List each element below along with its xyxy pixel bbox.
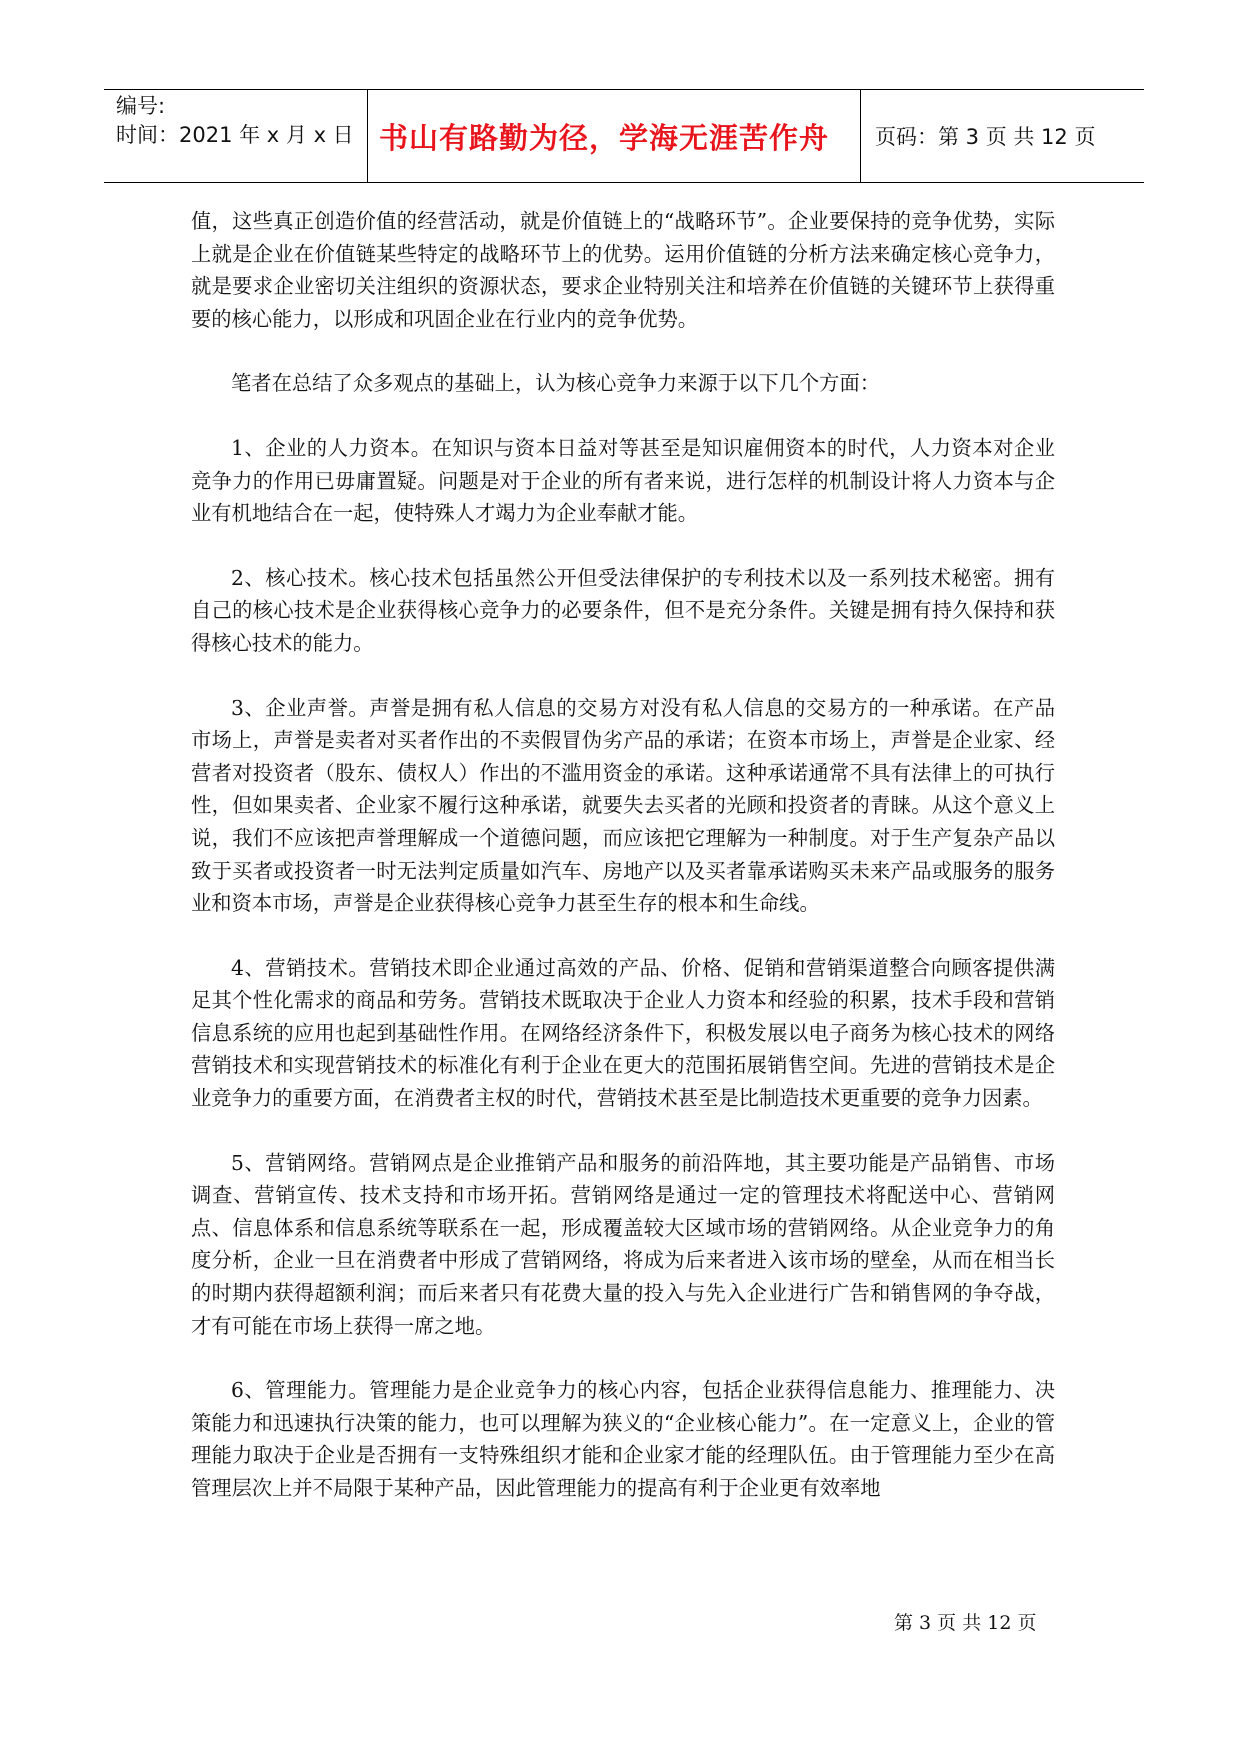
document-time-label: 时间：2021 年 x 月 x 日 [116,123,354,147]
document-number-label: 编号: [116,94,166,118]
header-motto-cell [368,90,861,182]
header-meta [104,90,368,182]
page-footer-number: 第 3 页 共 12 页 [894,1612,1037,1634]
header-page-cell [861,90,1144,182]
paragraph-human-capital: 1、企业的人力资本。在知识与资本日益对等甚至是知识雇佣资本的时代，人力资本对企业竞争力的作用已毋庸置疑。问题是对于企业的所有者来说，进行怎样的机制设计将人力资本与企业有机地结合在一起，使特殊人才竭力为企业奉献才能。 [191,435,1055,526]
document-body [191,205,1055,1505]
header-page-number: 页码：第 3 页 共 12 页 [875,125,1096,149]
paragraph-core-technology: 2、核心技术。核心技术包括虽然公开但受法律保护的专利技术以及一系列技术秘密。拥有自己的核心技术是企业获得核心竞争力的必要条件，但不是充分条件。关键是拥有持久保持和获得核心技术的能力。 [191,565,1055,655]
header-motto: 书山有路勤为径，学海无涯苦作舟 [378,120,829,155]
paragraph-marketing-network: 5、营销网络。营销网点是企业推销产品和服务的前沿阵地，其主要功能是产品销售、市场调查、营销宣传、技术支持和市场开拓。营销网络是通过一定的管理技术将配送中心、营销网点、信息体系和信息系统等联系在一起，形成覆盖较大区域市场的营销网络。从企业竞争力的角度分析，企业一旦在消费者中形成了营销网络，将成为后来者进入该市场的壁垒，从而在相当长的时期内获得超额利润；而后来者只有花费大量的投入与先入企业进行广告和销售网的争夺战，才有可能在市场上获得一席之地。 [191,1150,1055,1338]
page-header [104,89,1144,183]
paragraph-management-capability: 6、管理能力。管理能力是企业竞争力的核心内容，包括企业获得信息能力、推理能力、决策能力和迅速执行决策的能力，也可以理解为狭义的“企业核心能力”。在一定意义上，企业的管理能力取决于企业是否拥有一支特殊组织才能和企业家才能的经理队伍。由于管理能力至少在高管理层次上并不局限于某种产品，因此管理能力的提高有利于企业更有效率地 [191,1378,1055,1500]
paragraph-reputation: 3、企业声誉。声誉是拥有私人信息的交易方对没有私人信息的交易方的一种承诺。在产品市场上，声誉是卖者对买者作出的不卖假冒伪劣产品的承诺；在资本市场上，声誉是企业家、经营者对投资者（股东、债权人）作出的不滥用资金的承诺。这种承诺通常不具有法律上的可执行性，但如果卖者、企业家不履行这种承诺，就要失去买者的光顾和投资者的青睐。从这个意义上说，我们不应该把声誉理解成一个道德问题，而应该把它理解为一种制度。对于生产复杂产品以致于买者或投资者一时无法判定质量如汽车、房地产以及买者靠承诺购买未来产品或服务的服务业和资本市场，声誉是企业获得核心竞争力甚至生存的根本和生命线。 [191,695,1055,916]
paragraph-continuation: 值，这些真正创造价值的经营活动，就是价值链上的“战略环节”。企业要保持的竞争优势，实际上就是企业在价值链某些特定的战略环节上的优势。运用价值链的分析方法来确定核心竞争力，就是要求企业密切关注组织的资源状态，要求企业特别关注和培养在价值链的关键环节上获得重要的核心能力，以形成和巩固企业在行业内的竞争优势。 [191,209,1055,331]
paragraph-intro: 笔者在总结了众多观点的基础上，认为核心竞争力来源于以下几个方面： [231,371,881,396]
paragraph-marketing-technology: 4、营销技术。营销技术即企业通过高效的产品、价格、促销和营销渠道整合向顾客提供满足其个性化需求的商品和劳务。营销技术既取决于企业人力资本和经验的积累，技术手段和营销信息系统的应用也起到基础性作用。在网络经济条件下，积极发展以电子商务为核心技术的网络营销技术和实现营销技术的标准化有利于企业在更大的范围拓展销售空间。先进的营销技术是企业竞争力的重要方面，在消费者主权的时代，营销技术甚至是比制造技术更重要的竞争力因素。 [191,955,1055,1111]
